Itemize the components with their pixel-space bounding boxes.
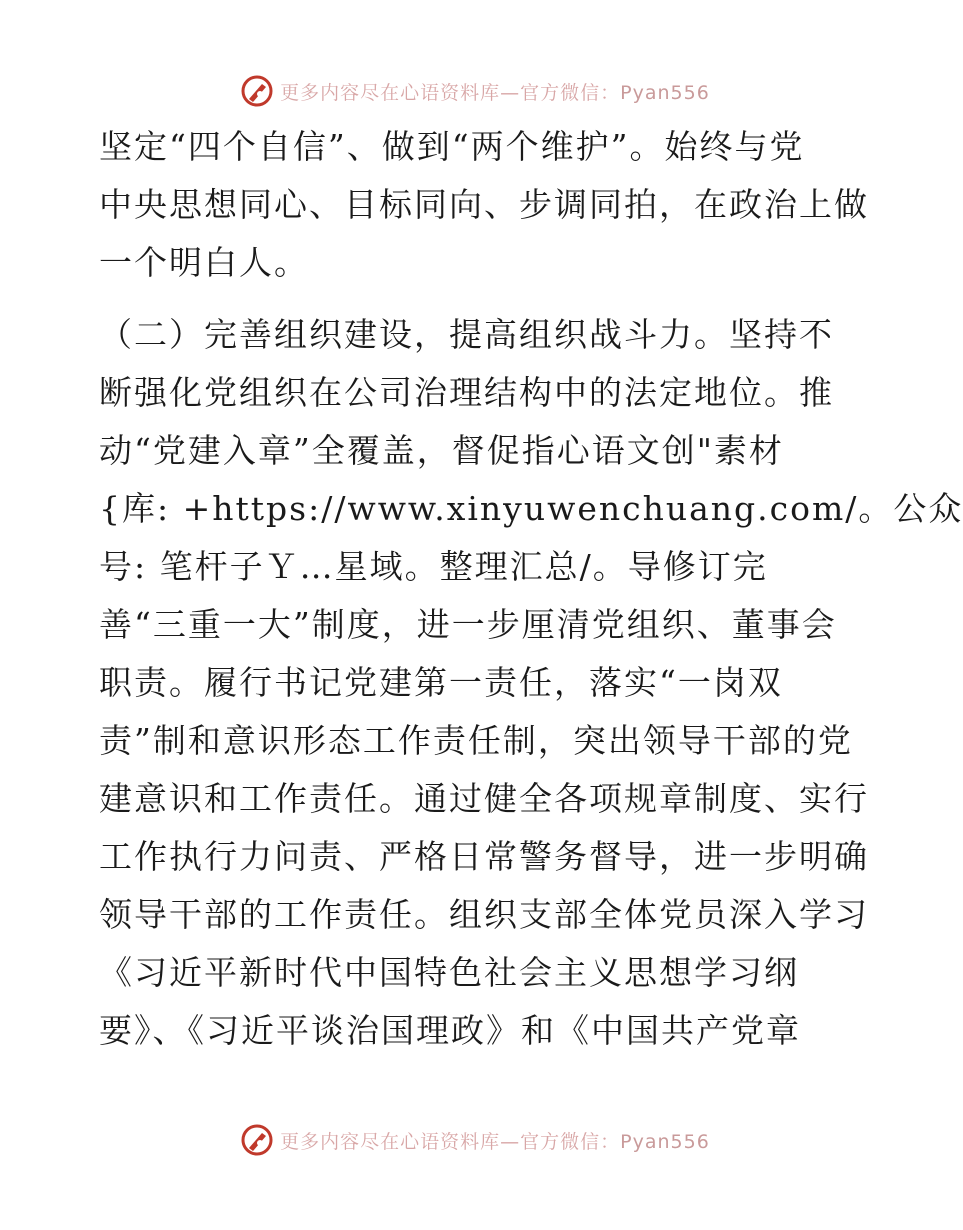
text-line: 号: 笔杆子Ｙ…星域。整理汇总/。导修订完	[99, 547, 768, 586]
paragraph-2	[99, 306, 963, 1060]
text-line: 动“党建入章”全覆盖，督促指心语文创"素材	[99, 431, 784, 470]
text-line: 建意识和工作责任。通过健全各项规章制度、实行	[99, 779, 869, 818]
text-line: 中央思想同心、目标同向、步调同拍，在政治上做	[99, 185, 869, 224]
paragraph-1	[99, 118, 869, 292]
header-banner-text: 更多内容尽在心语资料库—官方微信：Pyan556	[280, 81, 710, 104]
header-wechat-id: Pyan556	[620, 81, 710, 104]
pen-logo-icon	[240, 74, 274, 108]
text-line: {库: +https://www.xinyuwenchuang.com/。公众	[99, 489, 963, 528]
text-line: 职责。履行书记党建第一责任，落实“一岗双	[99, 663, 783, 702]
text-line: 坚定“四个自信”、做到“两个维护”。始终与党	[99, 127, 805, 166]
pen-logo-icon	[240, 1123, 274, 1157]
text-line: 《习近平新时代中国特色社会主义思想学习纲	[99, 953, 799, 992]
text-line: 要》、《习近平谈治国理政》和《中国共产党章	[99, 1011, 801, 1050]
text-line: （二）完善组织建设，提高组织战斗力。坚持不	[99, 315, 834, 354]
text-line: 善“三重一大”制度，进一步厘清党组织、董事会	[99, 605, 837, 644]
text-line: 责”制和意识形态工作责任制，突出领导干部的党	[99, 721, 853, 760]
text-line: 工作执行力问责、严格日常警务督导，进一步明确	[99, 837, 869, 876]
footer-wechat-id: Pyan556	[620, 1130, 710, 1153]
footer-banner	[0, 1120, 950, 1160]
header-banner	[0, 71, 950, 111]
document-body	[99, 118, 963, 1060]
footer-banner-text: 更多内容尽在心语资料库—官方微信：Pyan556	[280, 1130, 710, 1153]
text-line: 领导干部的工作责任。组织支部全体党员深入学习	[99, 895, 869, 934]
text-line: 断强化党组织在公司治理结构中的法定地位。推	[99, 373, 834, 412]
text-line: 一个明白人。	[99, 243, 309, 282]
